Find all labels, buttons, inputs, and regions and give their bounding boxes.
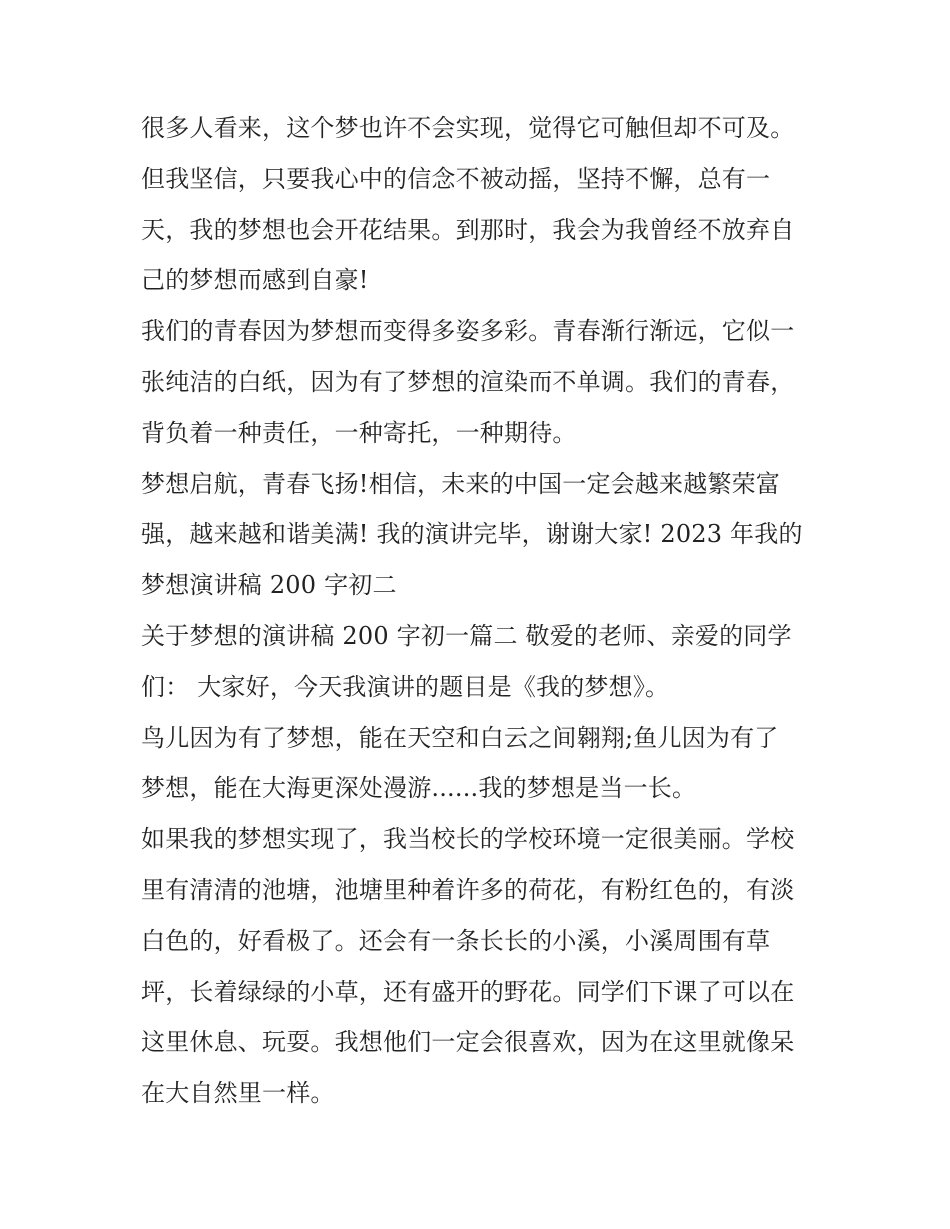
text-line: 强，越来越和谐美满! 我的演讲完毕，谢谢大家! 2023 年我的 — [141, 520, 803, 549]
paragraph-speech-intro — [141, 611, 821, 713]
text-line: 己的梦想而感到自豪! — [141, 266, 369, 295]
text-line: 在大自然里一样。 — [141, 1079, 335, 1108]
text-line: 白色的，好看极了。还会有一条长长的小溪，小溪周围有草 — [141, 926, 771, 955]
text-line: 很多人看来，这个梦也许不会实现，觉得它可触但却不可及。 — [141, 114, 795, 142]
text-line: 梦想启航，青春飞扬!相信，未来的中国一定会越来越繁荣富 — [141, 469, 781, 498]
paragraph-birds-fish — [141, 713, 821, 815]
text-line: 里有清清的池塘，池塘里种着许多的荷花，有粉红色的，有淡 — [141, 875, 795, 904]
paragraph-youth — [141, 306, 821, 458]
paragraph-school-vision — [141, 814, 821, 1119]
text-line: 我们的青春因为梦想而变得多姿多彩。青春渐行渐远，它似一 — [141, 317, 795, 346]
text-line: 背负着一种责任，一种寄托，一种期待。 — [141, 418, 577, 447]
paragraph-conclusion — [141, 459, 821, 611]
text-line: 关于梦想的演讲稿 200 字初一篇二 敬爱的老师、亲爱的同学 — [141, 621, 792, 650]
text-line: 梦想演讲稿 200 字初二 — [141, 571, 397, 600]
text-line: 如果我的梦想实现了，我当校长的学校环境一定很美丽。学校 — [141, 825, 795, 854]
text-line: 坪，长着绿绿的小草，还有盛开的野花。同学们下课了可以在 — [141, 977, 795, 1006]
text-line: 但我坚信，只要我心中的信念不被动摇，坚持不懈，总有一 — [141, 164, 771, 193]
text-line: 们： 大家好，今天我演讲的题目是《我的梦想》。 — [141, 672, 670, 701]
text-line: 张纯洁的白纸，因为有了梦想的渲染而不单调。我们的青春， — [141, 367, 795, 396]
text-line: 这里休息、玩耍。我想他们一定会很喜欢，因为在这里就像呆 — [141, 1028, 795, 1057]
paragraph-dream-belief — [141, 103, 821, 306]
text-line: 梦想，能在大海更深处漫游......我的梦想是当一长。 — [141, 774, 697, 803]
text-line: 鸟儿因为有了梦想，能在天空和白云之间翱翔;鱼儿因为有了 — [141, 723, 779, 752]
text-line: 天，我的梦想也会开花结果。到那时，我会为我曾经不放弃自 — [141, 215, 795, 244]
document-body — [141, 103, 821, 1119]
